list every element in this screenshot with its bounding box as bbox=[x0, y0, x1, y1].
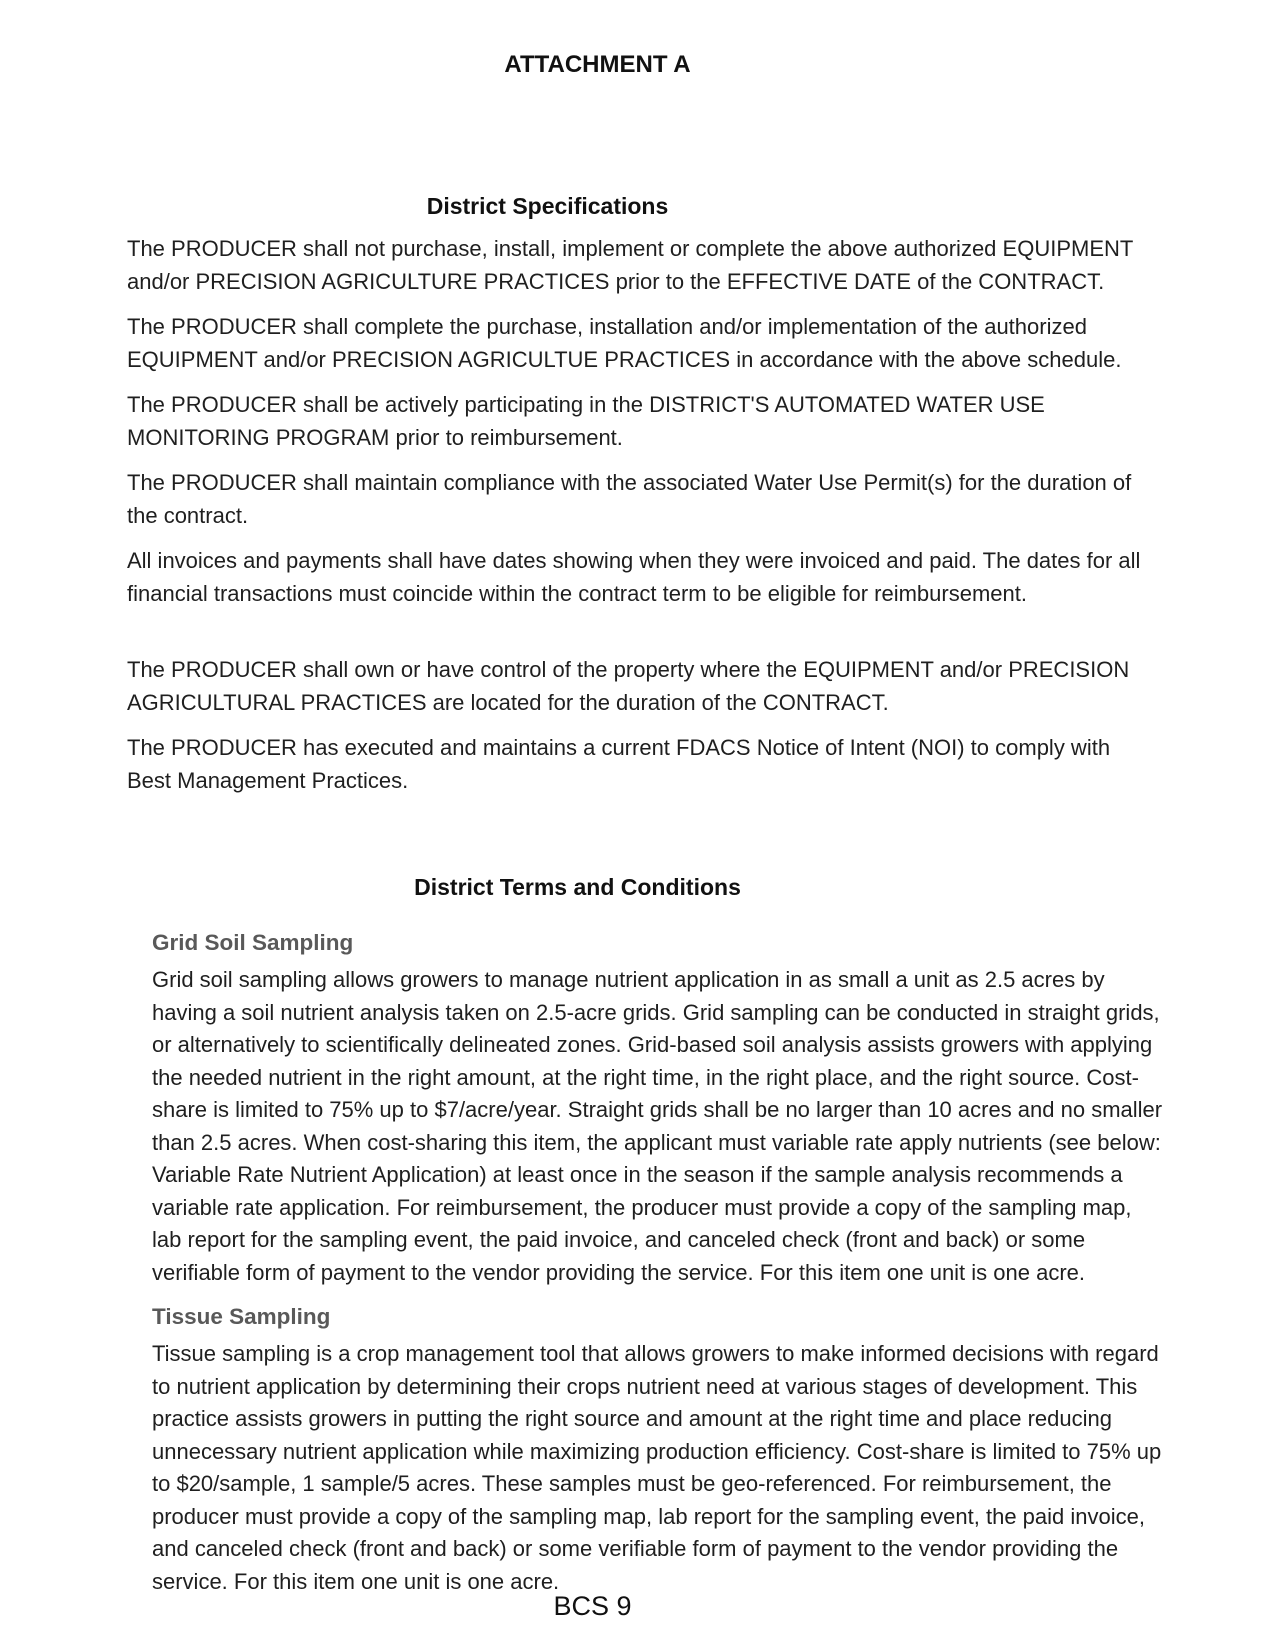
spec-paragraph-5: All invoices and payments shall have dates showing when they were invoiced and paid. The dates for all financial transactions must coincide within the contract term to be eligible for reimbursement. bbox=[127, 548, 1141, 606]
spec-paragraph-1: The PRODUCER shall not purchase, install, implement or complete the above authorized EQUIPMENT and/or PRECISION AGRICULTURE PRACTICES prior to the EFFECTIVE DATE of the CONTRACT. bbox=[127, 236, 1133, 294]
spec-paragraph-6: The PRODUCER shall own or have control of the property where the EQUIPMENT and/or PRECISION AGRICULTURAL PRACTICES are located for the duration of the CONTRACT. bbox=[127, 657, 1130, 715]
district-terms-heading: District Terms and Conditions bbox=[414, 874, 741, 900]
district-specifications-section bbox=[127, 233, 1155, 797]
district-specifications-heading: District Specifications bbox=[426, 193, 669, 219]
spec-paragraph-3: The PRODUCER shall be actively participating in the DISTRICT'S AUTOMATED WATER USE MONITORING PROGRAM prior to reimbursement. bbox=[127, 392, 1045, 450]
grid-soil-sampling-body: Grid soil sampling allows growers to manage nutrient application in as small a unit as 2.5 acres by having a soil nutrient analysis taken on 2.5-acre grids. Grid sampling can be conducted in straight grids, or alternatively to scientifically delineated zones. Grid-based soil analysis assists growers with applying the needed nutrient in the right amount, at the right time, in the right place, and the right source. Cost-share is limited to 75% up to $7/acre/year. Straight grids shall be no larger than 10 acres and no smaller than 2.5 acres. When cost-sharing this item, the applicant must variable rate apply nutrients (see below: Variable Rate Nutrient Application) at least once in the season if the sample analysis recommends a variable rate application. For reimbursement, the producer must provide a copy of the sampling map, lab report for the sampling event, the paid invoice, and canceled check (front and back) or some verifiable form of payment to the vendor providing the service. For this item one unit is one acre. bbox=[152, 967, 1163, 1285]
district-terms-section bbox=[152, 929, 1164, 1598]
spec-paragraph-7: The PRODUCER has executed and maintains a current FDACS Notice of Intent (NOI) to comply with Best Management Practices. bbox=[127, 735, 1111, 793]
spec-paragraph-4: The PRODUCER shall maintain compliance with the associated Water Use Permit(s) for the duration of the contract. bbox=[127, 470, 1132, 528]
spec-paragraph-2: The PRODUCER shall complete the purchase, installation and/or implementation of the authorized EQUIPMENT and/or PRECISION AGRICULTUE PRACTICES in accordance with the above schedule. bbox=[127, 314, 1122, 372]
tissue-sampling-body: Tissue sampling is a crop management tool that allows growers to make informed decisions with regard to nutrient application by determining their crops nutrient need at various stages of development. This practice assists growers in putting the right source and amount at the right time and place reducing unnecessary nutrient application while maximizing production efficiency. Cost-share is limited to 75% up to $20/sample, 1 sample/5 acres. These samples must be geo-referenced. For reimbursement, the producer must provide a copy of the sampling map, lab report for the sampling event, the paid invoice, and canceled check (front and back) or some verifiable form of payment to the vendor providing the service. For this item one unit is one acre. bbox=[152, 1341, 1162, 1594]
attachment-title: ATTACHMENT A bbox=[504, 51, 691, 78]
page-footer-label: BCS 9 bbox=[553, 1591, 632, 1621]
grid-soil-sampling-title: Grid Soil Sampling bbox=[152, 930, 354, 955]
tissue-sampling-title: Tissue Sampling bbox=[152, 1304, 331, 1329]
